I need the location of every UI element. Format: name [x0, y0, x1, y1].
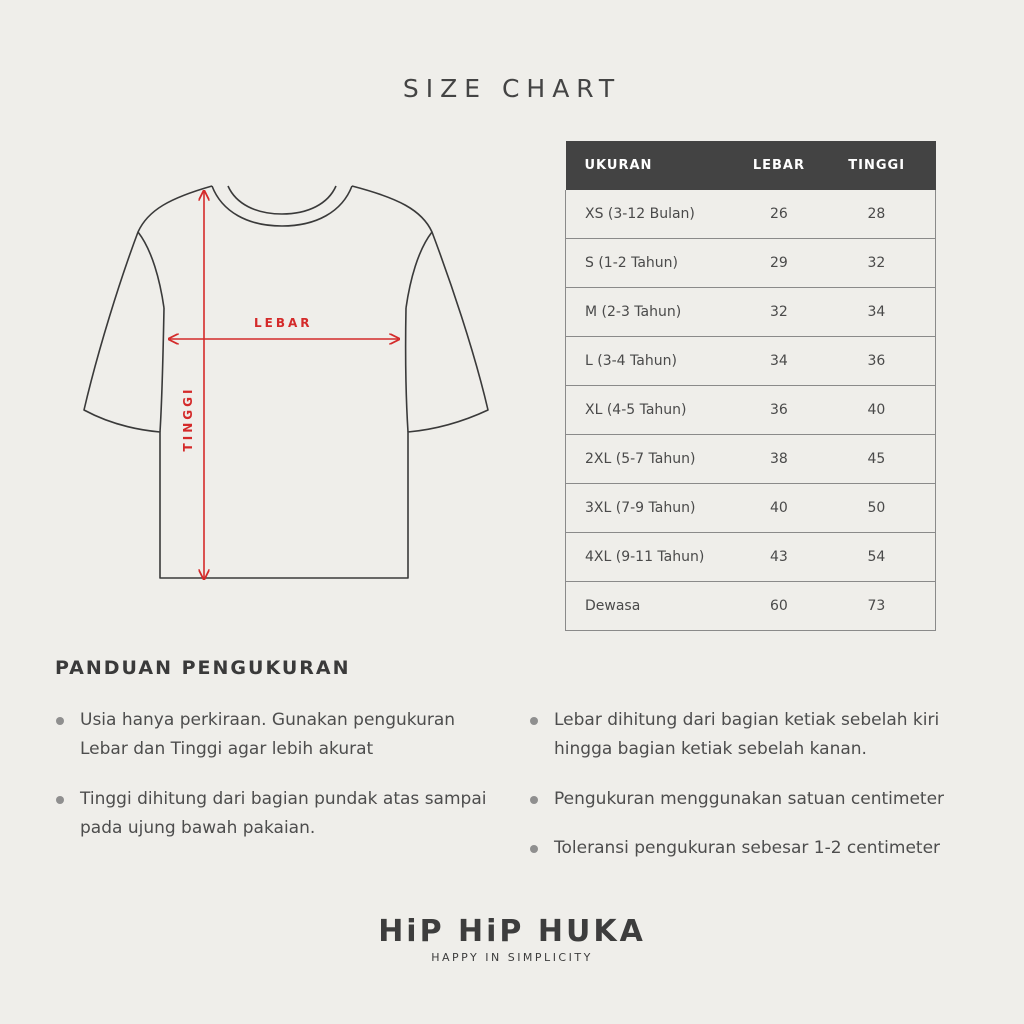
- table-row: [566, 386, 936, 435]
- cell-size: 2XL (5-7 Tahun): [566, 435, 740, 484]
- cell-lebar: 40: [740, 484, 818, 533]
- cell-lebar: 36: [740, 386, 818, 435]
- cell-size: XL (4-5 Tahun): [566, 386, 740, 435]
- guide-text: Usia hanya perkiraan. Gunakan pengukuran Lebar dan Tinggi agar lebih akurat: [80, 710, 456, 759]
- header-ukuran: UKURAN: [566, 141, 740, 190]
- cell-tinggi: 73: [818, 582, 936, 631]
- height-label: TINGGI: [181, 386, 195, 452]
- bullet-icon: [56, 796, 64, 804]
- cell-lebar: 26: [740, 190, 818, 239]
- guide-list-right: [530, 706, 1000, 884]
- cell-size: XS (3-12 Bulan): [566, 190, 740, 239]
- table-row: [566, 582, 936, 631]
- guide-title: PANDUAN PENGUKURAN: [55, 657, 351, 679]
- table-row: [566, 484, 936, 533]
- tshirt-outline-icon: [84, 186, 488, 578]
- guide-text: Tinggi dihitung dari bagian pundak atas sampai pada ujung bawah pakaian.: [80, 789, 487, 838]
- header-tinggi: TINGGI: [818, 141, 936, 190]
- cell-tinggi: 36: [818, 337, 936, 386]
- cell-size: 3XL (7-9 Tahun): [566, 484, 740, 533]
- cell-lebar: 29: [740, 239, 818, 288]
- guide-item: [56, 706, 496, 764]
- bullet-icon: [530, 845, 538, 853]
- guide-text: Lebar dihitung dari bagian ketiak sebelah kiri hingga bagian ketiak sebelah kanan.: [554, 710, 940, 759]
- table-row: [566, 288, 936, 337]
- brand-logo: [0, 914, 1024, 964]
- cell-size: L (3-4 Tahun): [566, 337, 740, 386]
- guide-item: [56, 785, 496, 843]
- cell-tinggi: 40: [818, 386, 936, 435]
- guide-item: [530, 834, 1000, 863]
- cell-tinggi: 50: [818, 484, 936, 533]
- cell-size: S (1-2 Tahun): [566, 239, 740, 288]
- guide-text: Toleransi pengukuran sebesar 1-2 centimeter: [554, 838, 941, 858]
- tshirt-diagram: [80, 176, 500, 596]
- cell-tinggi: 54: [818, 533, 936, 582]
- brand-tagline: HAPPY IN SIMPLICITY: [431, 951, 593, 964]
- size-table: [565, 141, 936, 631]
- table-row: [566, 239, 936, 288]
- cell-lebar: 60: [740, 582, 818, 631]
- cell-lebar: 34: [740, 337, 818, 386]
- table-row: [566, 435, 936, 484]
- cell-size: Dewasa: [566, 582, 740, 631]
- page-title: SIZE CHART: [402, 74, 622, 103]
- cell-tinggi: 45: [818, 435, 936, 484]
- cell-tinggi: 32: [818, 239, 936, 288]
- header-lebar: LEBAR: [740, 141, 818, 190]
- table-row: [566, 190, 936, 239]
- table-row: [566, 337, 936, 386]
- cell-lebar: 32: [740, 288, 818, 337]
- bullet-icon: [530, 717, 538, 725]
- cell-lebar: 38: [740, 435, 818, 484]
- cell-size: M (2-3 Tahun): [566, 288, 740, 337]
- guide-item: [530, 706, 1000, 764]
- cell-size: 4XL (9-11 Tahun): [566, 533, 740, 582]
- bullet-icon: [56, 717, 64, 725]
- guide-text: Pengukuran menggunakan satuan centimeter: [554, 789, 945, 809]
- guide-item: [530, 785, 1000, 814]
- cell-tinggi: 34: [818, 288, 936, 337]
- bullet-icon: [530, 796, 538, 804]
- cell-lebar: 43: [740, 533, 818, 582]
- width-label: LEBAR: [254, 316, 313, 330]
- cell-tinggi: 28: [818, 190, 936, 239]
- table-header-row: [566, 141, 936, 190]
- brand-name: HiP HiP HUKA: [378, 914, 646, 949]
- guide-list-left: [56, 706, 496, 864]
- table-row: [566, 533, 936, 582]
